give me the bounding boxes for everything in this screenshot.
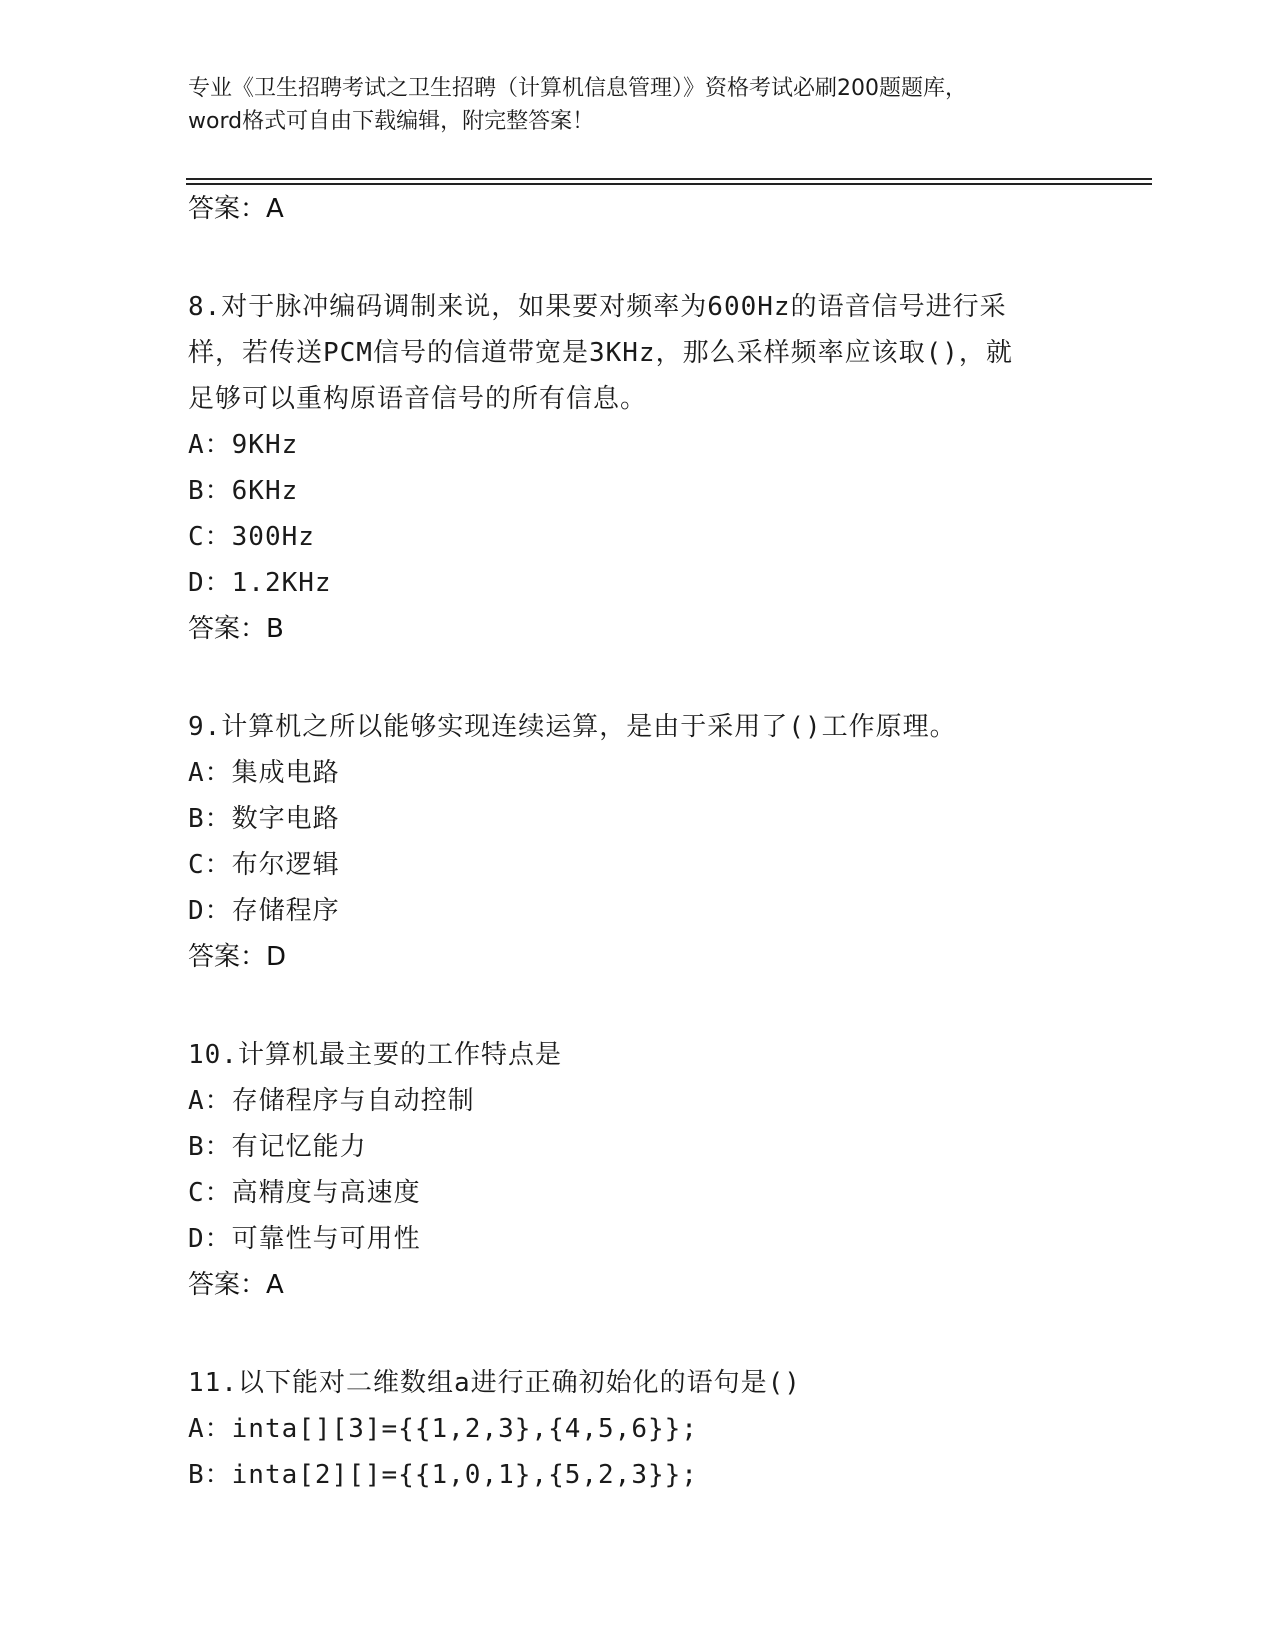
header-title-line-1: 专业《卫生招聘考试之卫生招聘（计算机信息管理）》资格考试必刷200题题库， (188, 76, 967, 101)
option-d: D：存储程序 (188, 896, 340, 926)
question-9 (188, 704, 1088, 972)
header-title-line-2: word格式可自由下载编辑，附完整答案！ (188, 109, 595, 134)
answer: 答案：D (188, 942, 287, 972)
option-d: D：可靠性与可用性 (188, 1224, 421, 1254)
option-c: C：布尔逻辑 (188, 850, 340, 880)
question-10 (188, 1032, 1088, 1300)
question-text-line: 10.计算机最主要的工作特点是 (188, 1040, 562, 1070)
question-list (188, 188, 1088, 1498)
question-text-line: 9.计算机之所以能够实现连续运算，是由于采用了()工作原理。 (188, 712, 957, 742)
header-divider-bottom (186, 183, 1152, 185)
option-c: C：300Hz (188, 522, 315, 552)
question-text-line: 11.以下能对二维数组a进行正确初始化的语句是() (188, 1368, 801, 1398)
question-text-line: 8.对于脉冲编码调制来说，如果要对频率为600Hz的语音信号进行采 (188, 292, 1007, 322)
option-b: B：数字电路 (188, 804, 340, 834)
question-text-line: 足够可以重构原语音信号的所有信息。 (188, 384, 648, 414)
question-11 (188, 1360, 1088, 1498)
option-b: B：6KHz (188, 476, 299, 506)
option-a: A：9KHz (188, 430, 299, 460)
option-a: A：集成电路 (188, 758, 340, 788)
option-c: C：高精度与高速度 (188, 1178, 421, 1208)
document-header (188, 72, 1088, 138)
question-8 (188, 284, 1088, 644)
option-b: B：inta[2][]={{1,0,1},{5,2,3}}; (188, 1460, 698, 1490)
option-b: B：有记忆能力 (188, 1132, 367, 1162)
answer: 答案：A (188, 1270, 284, 1300)
option-a: A：inta[][3]={{1,2,3},{4,5,6}}; (188, 1414, 698, 1444)
option-d: D：1.2KHz (188, 568, 332, 598)
previous-answer: 答案：A (188, 194, 284, 224)
answer: 答案：B (188, 614, 284, 644)
header-divider-top (186, 178, 1152, 180)
option-a: A：存储程序与自动控制 (188, 1086, 475, 1116)
question-text-line: 样，若传送PCM信号的信道带宽是3KHz，那么采样频率应该取()，就 (188, 338, 1013, 368)
